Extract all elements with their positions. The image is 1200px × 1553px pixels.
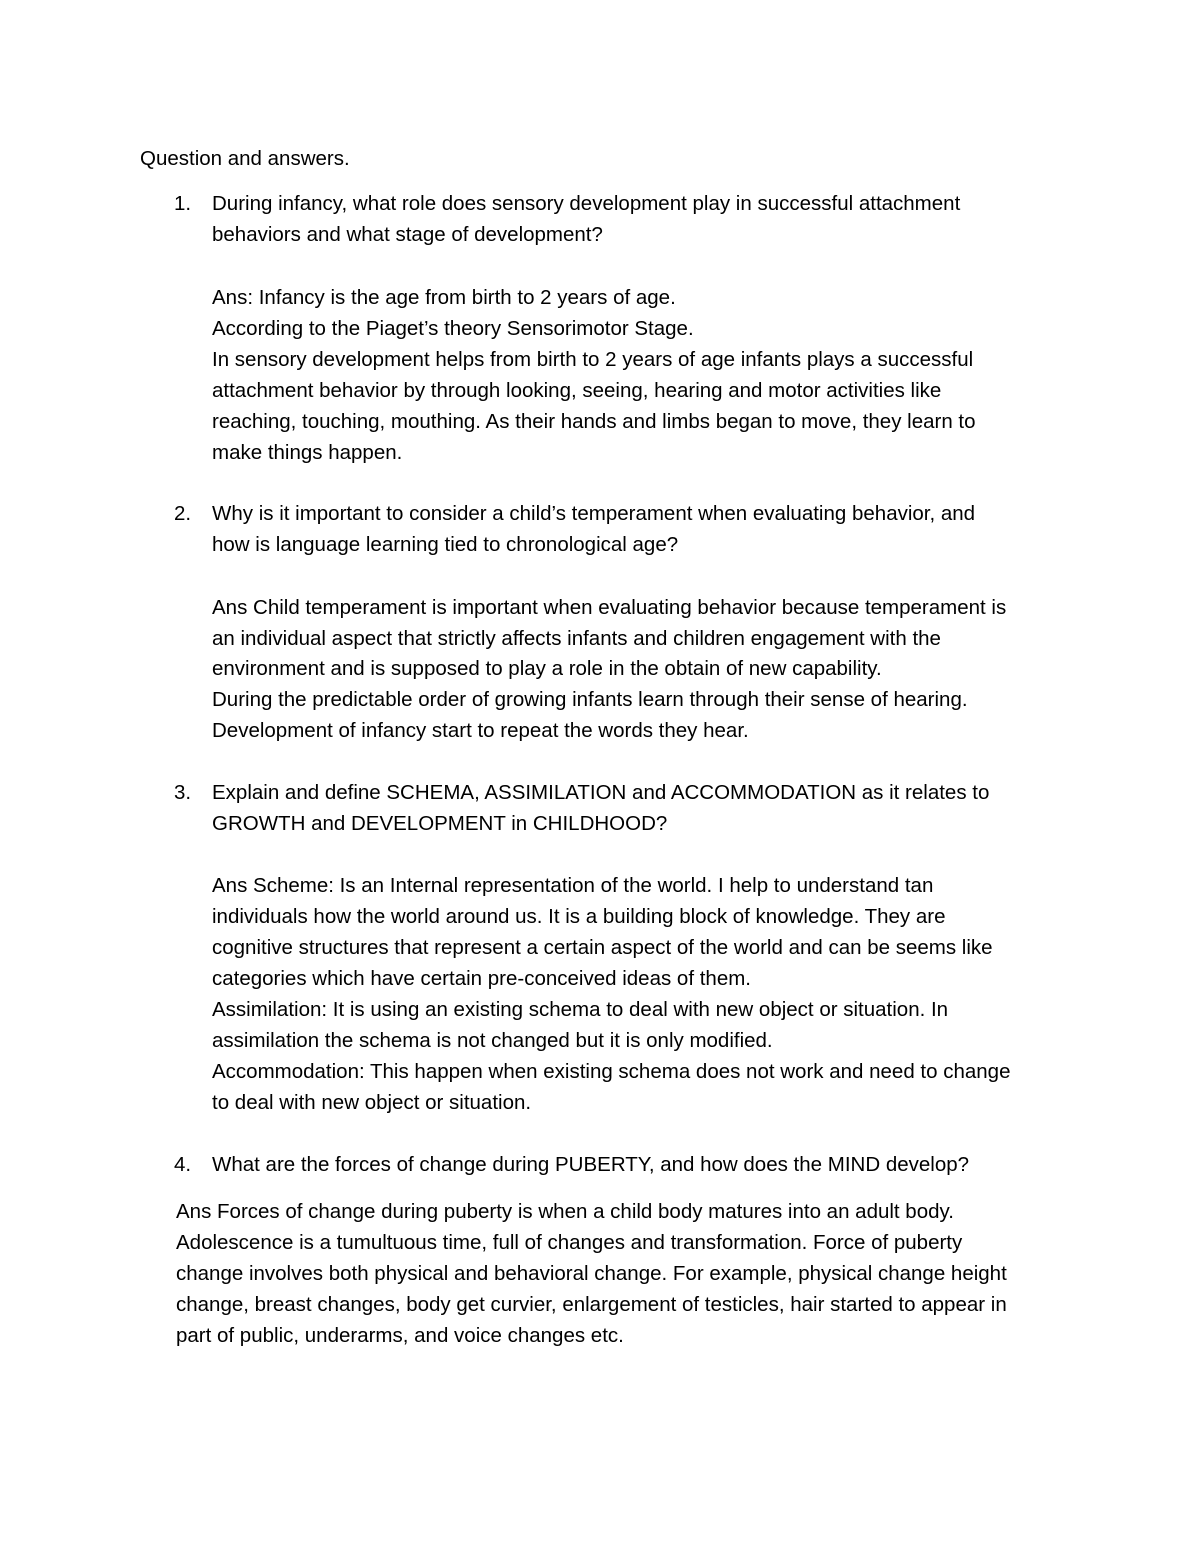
answer-line: an individual aspect that strictly affects infants and children engagement with the — [212, 627, 941, 650]
answer-line: Development of infancy start to repeat the words they hear. — [212, 719, 749, 742]
answer-line: change involves both physical and behavioral change. For example, physical change height — [176, 1262, 1007, 1285]
question-number: 4. — [174, 1153, 192, 1176]
answer-line: Ans Child temperament is important when evaluating behavior because temperament is — [212, 596, 1007, 619]
answer-line: Assimilation: It is using an existing schema to deal with new object or situation. In — [212, 998, 949, 1021]
answer-line: In sensory development helps from birth to 2 years of age infants plays a successful — [212, 348, 974, 371]
answer-line: categories which have certain pre-conceived ideas of them. — [212, 967, 751, 990]
answer-line: Ans Forces of change during puberty is when a child body matures into an adult body. — [176, 1200, 954, 1223]
answer-line: part of public, underarms, and voice changes etc. — [176, 1324, 624, 1347]
question-number: 2. — [174, 502, 192, 525]
question-line: behaviors and what stage of development? — [212, 223, 603, 246]
answer-line: to deal with new object or situation. — [212, 1091, 532, 1114]
answer-line: cognitive structures that represent a certain aspect of the world and can be seems like — [212, 936, 993, 959]
question-line: Explain and define SCHEMA, ASSIMILATION and ACCOMMODATION as it relates to — [212, 781, 990, 804]
answer-line: attachment behavior by through looking, seeing, hearing and motor activities like — [212, 379, 942, 402]
answer-line: assimilation the schema is not changed but it is only modified. — [212, 1029, 773, 1052]
answer-line: Ans: Infancy is the age from birth to 2 years of age. — [212, 286, 676, 309]
answer-line: According to the Piaget’s theory Sensorimotor Stage. — [212, 317, 694, 340]
answer-line: Ans Scheme: Is an Internal representation of the world. I help to understand tan — [212, 874, 934, 897]
answer-line: environment and is supposed to play a role in the obtain of new capability. — [212, 657, 882, 680]
answer-line: Accommodation: This happen when existing schema does not work and need to change — [212, 1060, 1011, 1083]
question-line: GROWTH and DEVELOPMENT in CHILDHOOD? — [212, 812, 668, 835]
question-number: 1. — [174, 192, 192, 215]
question-line: What are the forces of change during PUBERTY, and how does the MIND develop? — [212, 1153, 970, 1176]
question-line: how is language learning tied to chronological age? — [212, 533, 679, 556]
answer-line: make things happen. — [212, 441, 403, 464]
question-number: 3. — [174, 781, 192, 804]
answer-line: change, breast changes, body get curvier, enlargement of testicles, hair started to appear in — [176, 1293, 1007, 1316]
answer-line: individuals how the world around us. It is a building block of knowledge. They are — [212, 905, 946, 928]
document-heading: Question and answers. — [140, 147, 350, 170]
answer-line: During the predictable order of growing infants learn through their sense of hearing. — [212, 688, 968, 711]
answer-line: reaching, touching, mouthing. As their hands and limbs began to move, they learn to — [212, 410, 976, 433]
question-line: Why is it important to consider a child’s temperament when evaluating behavior, and — [212, 502, 976, 525]
question-line: During infancy, what role does sensory development play in successful attachment — [212, 192, 961, 215]
answer-line: Adolescence is a tumultuous time, full of changes and transformation. Force of puberty — [176, 1231, 963, 1254]
